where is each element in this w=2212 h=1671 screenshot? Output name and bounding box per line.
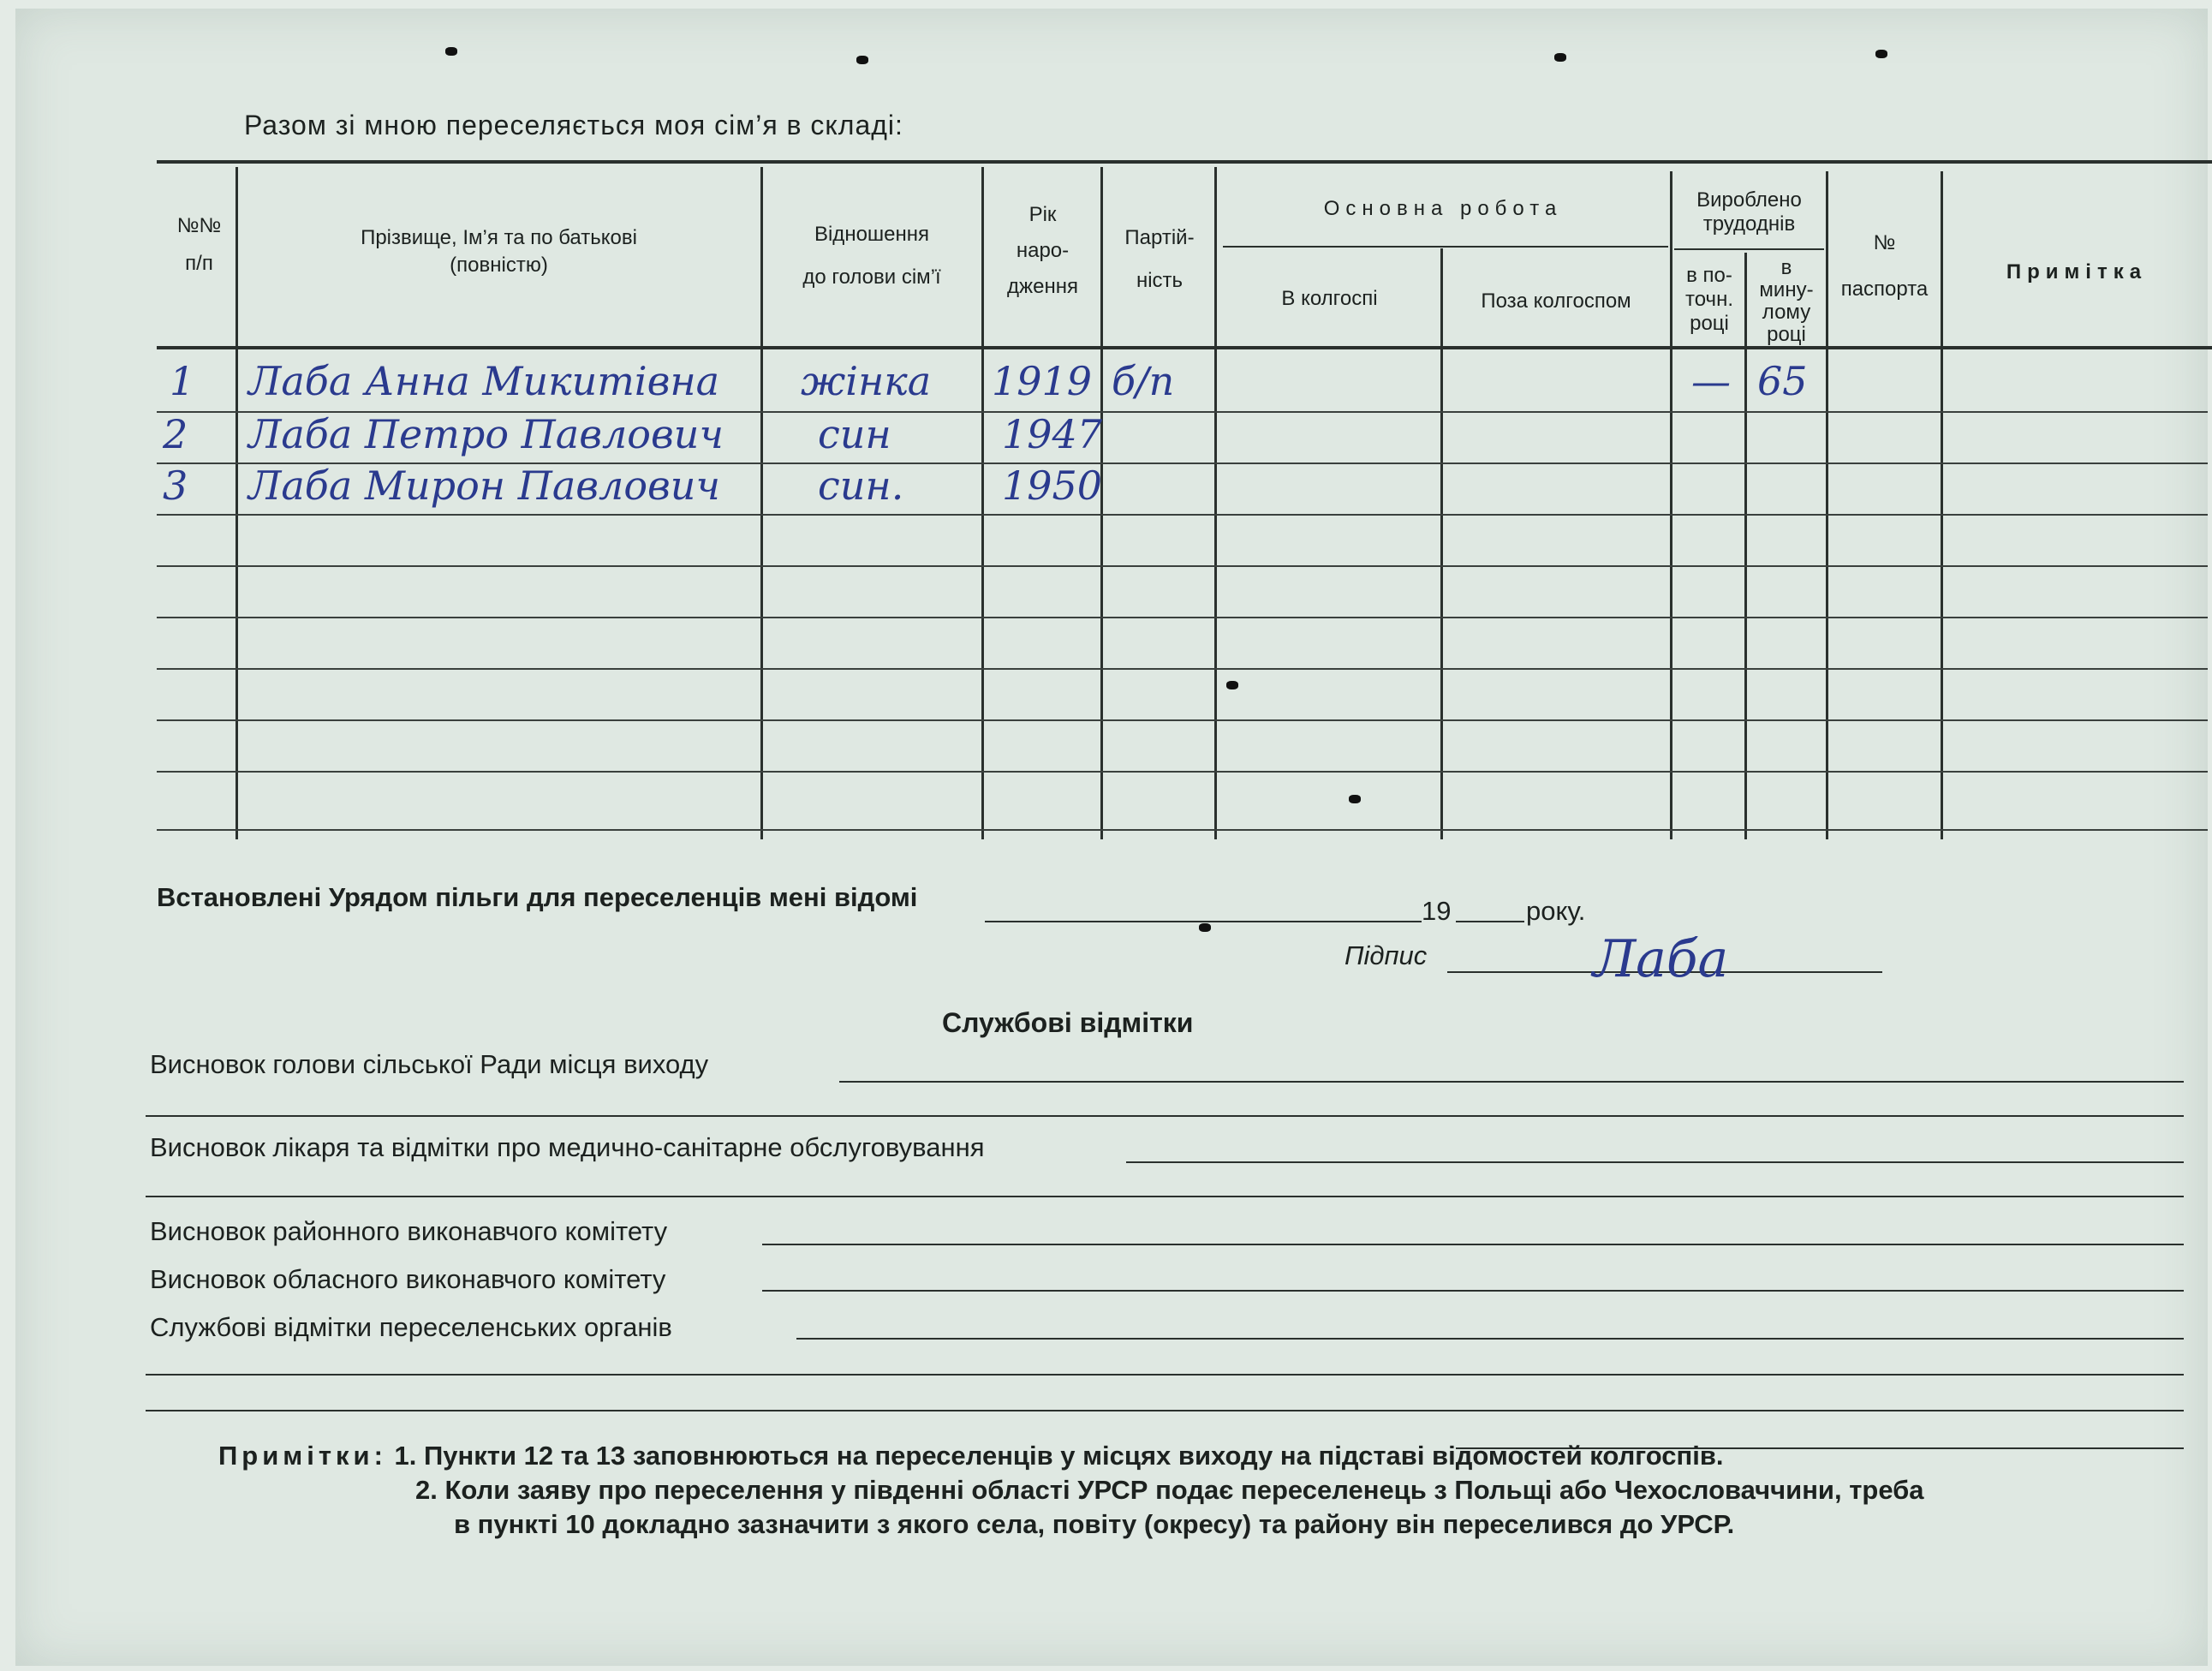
row-3-relation: син.	[818, 463, 904, 509]
official-line-1: Висновок голови сільської Ради місця виходу	[150, 1049, 709, 1079]
row-rule	[157, 617, 2208, 618]
row-1-past-year: 65	[1757, 358, 1808, 404]
header-in-kolhosp: В колгоспі	[1281, 287, 1378, 310]
blank-line	[146, 1374, 2184, 1376]
row-rule	[157, 829, 2208, 831]
row-3-num: 3	[163, 463, 188, 509]
header-passport: № паспорта	[1840, 231, 1929, 301]
official-line-3: Висновок районного виконавчого комітету	[150, 1216, 668, 1246]
footnotes	[218, 1439, 1924, 1542]
blank-line	[146, 1115, 2184, 1117]
row-rule	[157, 771, 2208, 773]
blank-line	[796, 1338, 2184, 1340]
row-3-name: Лаба Мирон Павлович	[248, 463, 721, 509]
official-line-4: Висновок обласного виконавчого комітету	[150, 1264, 666, 1294]
header-party: Партій- ність	[1124, 226, 1195, 292]
col-divider	[1941, 171, 1943, 839]
row-2-relation: син	[818, 411, 891, 457]
header-past-year: в мину- лому році	[1759, 256, 1814, 346]
main-work-divider	[1223, 246, 1668, 248]
row-1-num: 1	[170, 358, 195, 404]
paper-speck	[1875, 50, 1887, 58]
blank-line	[146, 1196, 2184, 1197]
benefits-year-prefix: 19	[1422, 896, 1452, 926]
footnote-1: Примітки: 1. Пункти 12 та 13 заповнюються на переселенців у місцях виходу на підставі відомостей колгоспів.	[218, 1441, 1724, 1471]
workdays-divider	[1674, 248, 1824, 250]
header-bottom-border	[157, 346, 2212, 349]
paper-speck	[856, 56, 868, 64]
blank-line	[762, 1290, 2184, 1292]
benefits-year-blank	[1456, 921, 1524, 922]
handwritten-signature: Лаба	[1593, 929, 1729, 989]
row-2-year: 1947	[1002, 411, 1103, 457]
row-rule	[157, 719, 2208, 721]
col-divider	[760, 167, 763, 839]
official-line-2: Висновок лікаря та відмітки про медично-санітарне обслуговування	[150, 1132, 985, 1162]
paper-speck	[445, 47, 457, 56]
benefits-text: Встановлені Урядом пільги для переселенців мені відомі	[157, 882, 918, 912]
header-outside-kolhosp: Поза колгоспом	[1481, 289, 1631, 313]
col-divider	[981, 167, 984, 839]
col-divider	[1214, 167, 1217, 839]
col-divider	[236, 167, 238, 839]
family-intro: Разом зі мною переселяється моя сім’я в складі:	[244, 110, 903, 140]
col-divider	[1670, 171, 1672, 839]
footnote-2-continued: в пункті 10 докладно зазначити з якого села, повіту (окресу) та району він переселився до УРСР.	[454, 1509, 1735, 1539]
signature-label: Підпис	[1344, 940, 1428, 970]
official-line-5: Службові відмітки переселенських органів	[150, 1312, 672, 1342]
header-relation: Відношення до голови сім’ї	[802, 223, 941, 289]
header-main-work: Основна робота	[1323, 197, 1563, 220]
paper-speck	[1554, 53, 1566, 62]
blank-line	[839, 1081, 2184, 1083]
official-marks-title: Службові відмітки	[942, 1007, 1194, 1038]
row-1-relation: жінка	[801, 358, 932, 404]
row-1-current-year: —	[1691, 358, 1731, 404]
paper-speck	[1226, 681, 1238, 689]
row-rule	[157, 565, 2208, 567]
row-3-year: 1950	[1002, 463, 1103, 509]
row-1-year: 1919	[992, 358, 1093, 404]
footnotes-label: Примітки:	[218, 1441, 387, 1471]
header-note: Примітка	[2006, 260, 2148, 283]
benefits-blank	[985, 921, 1422, 922]
footnote-2: 2. Коли заяву про переселення у південні області УРСР подає переселенець з Польщі або Чехословаччини, треба	[415, 1475, 1924, 1505]
blank-line	[762, 1244, 2184, 1245]
blank-line	[1126, 1161, 2184, 1163]
row-1-party: б/п	[1112, 358, 1175, 404]
blank-line	[146, 1410, 2184, 1411]
header-name: Прізвище, Ім’я та по батькові (повністю)	[361, 226, 637, 277]
row-rule	[157, 668, 2208, 670]
row-2-name: Лаба Петро Павлович	[248, 411, 724, 457]
paper-speck	[1199, 923, 1211, 932]
row-1-name: Лаба Анна Микитівна	[248, 358, 720, 404]
row-rule	[157, 514, 2208, 516]
header-num: №№ п/п	[176, 214, 222, 275]
col-divider	[1440, 248, 1443, 839]
row-2-num: 2	[163, 411, 188, 457]
table-top-border	[157, 160, 2212, 164]
header-current-year: в по- точн. році	[1685, 264, 1733, 335]
paper-speck	[1349, 795, 1361, 803]
benefits-year-suffix: року.	[1526, 896, 1586, 926]
header-workdays: Вироблено трудоднів	[1696, 188, 1802, 236]
header-birth-year: Рік наро- дження	[1007, 203, 1078, 298]
